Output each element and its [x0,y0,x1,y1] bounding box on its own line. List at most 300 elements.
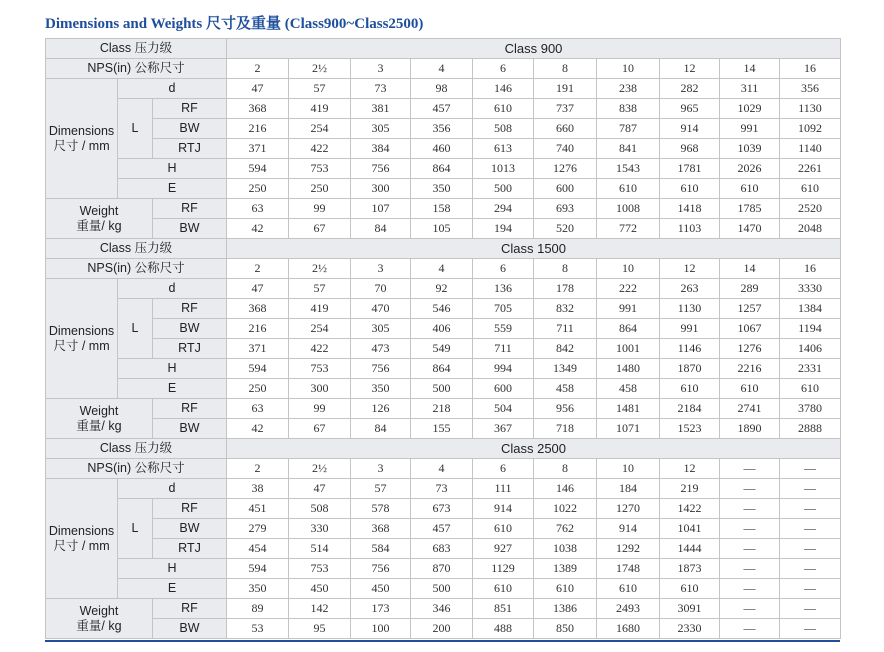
value-cell: 92 [411,279,473,299]
rf-row [46,499,841,519]
weight-rf-row [46,599,841,619]
value-cell: 194 [473,219,534,239]
value-cell: 12 [660,459,720,479]
value-cell: 73 [351,79,411,99]
value-cell: 142 [289,599,351,619]
class-label: Class 压力级 [46,39,227,59]
value-cell: 3330 [780,279,841,299]
value-cell: 1001 [597,339,660,359]
weight-rf-label: RF [153,399,227,419]
value-cell: 222 [597,279,660,299]
h-label: H [118,559,227,579]
value-cell: 3091 [660,599,720,619]
weight-label [46,399,153,439]
value-cell: 1292 [597,539,660,559]
value-cell: 756 [351,559,411,579]
rtj-row [46,539,841,559]
value-cell: 1008 [597,199,660,219]
value-cell: 95 [289,619,351,639]
value-cell: 610 [473,99,534,119]
value-cell: 1523 [660,419,720,439]
nps-row [46,259,841,279]
value-cell: 508 [473,119,534,139]
value-cell: 610 [473,519,534,539]
value-cell: 98 [411,79,473,99]
value-cell: 610 [660,579,720,599]
rtj-label: RTJ [153,139,227,159]
value-cell: 451 [227,499,289,519]
value-cell: 1422 [660,499,720,519]
value-cell: 89 [227,599,289,619]
value-cell: 1276 [720,339,780,359]
class-row [46,239,841,259]
page-title: Dimensions and Weights 尺寸及重量 (Class900~Class2500) [45,16,424,32]
value-cell: 610 [660,379,720,399]
value-cell: — [780,539,841,559]
value-cell: 1146 [660,339,720,359]
value-cell: 1071 [597,419,660,439]
value-cell: 772 [597,219,660,239]
value-cell: 549 [411,339,473,359]
value-cell: — [780,599,841,619]
value-cell: 683 [411,539,473,559]
h-label: H [118,359,227,379]
value-cell: 1022 [534,499,597,519]
weight-bw-label: BW [153,619,227,639]
value-cell: 500 [411,579,473,599]
value-cell: 594 [227,159,289,179]
dimensions-weights-table [45,38,841,639]
value-cell: 4 [411,259,473,279]
value-cell: 991 [660,319,720,339]
value-cell: 914 [660,119,720,139]
d-label: d [118,479,227,499]
rf-row [46,99,841,119]
value-cell: 1349 [534,359,597,379]
value-cell: 356 [411,119,473,139]
value-cell: 991 [720,119,780,139]
weight-bw-row [46,419,841,439]
value-cell: 146 [534,479,597,499]
value-cell: — [780,579,841,599]
value-cell: — [720,539,780,559]
value-cell: — [780,479,841,499]
value-cell: — [720,459,780,479]
value-cell: 2261 [780,159,841,179]
value-cell: 311 [720,79,780,99]
value-cell: 514 [289,539,351,559]
value-cell: 753 [289,559,351,579]
value-cell: 600 [473,379,534,399]
value-cell: 4 [411,459,473,479]
value-cell: 63 [227,399,289,419]
value-cell: 3 [351,459,411,479]
value-cell: 1444 [660,539,720,559]
rf-label: RF [153,299,227,319]
rf-label: RF [153,499,227,519]
value-cell: 99 [289,399,351,419]
value-cell: 842 [534,339,597,359]
value-cell: 8 [534,259,597,279]
value-cell: 2048 [780,219,841,239]
value-cell: 158 [411,199,473,219]
rf-row [46,299,841,319]
value-cell: 99 [289,199,351,219]
value-cell: 3780 [780,399,841,419]
value-cell: 610 [780,379,841,399]
value-cell: 14 [720,259,780,279]
value-cell: 470 [351,299,411,319]
value-cell: 57 [289,79,351,99]
value-cell: 500 [473,179,534,199]
value-cell: 178 [534,279,597,299]
bw-label: BW [153,319,227,339]
value-cell: 1389 [534,559,597,579]
value-cell: 2331 [780,359,841,379]
dimensions-cn: 尺寸 / mm [53,538,110,553]
value-cell: 250 [227,379,289,399]
value-cell: 1194 [780,319,841,339]
value-cell: 10 [597,459,660,479]
value-cell: 289 [720,279,780,299]
weight-en: Weight [79,203,119,218]
value-cell: 1890 [720,419,780,439]
value-cell: 851 [473,599,534,619]
value-cell: 346 [411,599,473,619]
value-cell: 216 [227,119,289,139]
value-cell: 8 [534,459,597,479]
weight-en: Weight [79,603,119,618]
value-cell: 368 [227,99,289,119]
value-cell: 1013 [473,159,534,179]
value-cell: 753 [289,159,351,179]
d-label: d [118,79,227,99]
value-cell: 610 [473,579,534,599]
value-cell: 250 [227,179,289,199]
value-cell: 610 [597,579,660,599]
rf-label: RF [153,99,227,119]
value-cell: — [720,599,780,619]
value-cell: 450 [351,579,411,599]
nps-label: NPS(in) 公称尺寸 [46,259,227,279]
value-cell: — [780,559,841,579]
value-cell: 693 [534,199,597,219]
l-label: L [118,99,153,159]
value-cell: 250 [289,179,351,199]
value-cell: 454 [227,539,289,559]
value-cell: 8 [534,59,597,79]
weight-en: Weight [79,403,119,418]
value-cell: 2 [227,259,289,279]
dimensions-en: Dimensions [48,523,115,538]
value-cell: 350 [227,579,289,599]
e-label: E [118,579,227,599]
value-cell: 1038 [534,539,597,559]
value-cell: 305 [351,319,411,339]
value-cell: 6 [473,259,534,279]
value-cell: 218 [411,399,473,419]
value-cell: 2½ [289,259,351,279]
value-cell: 1140 [780,139,841,159]
class-row [46,39,841,59]
value-cell: 500 [411,379,473,399]
value-cell: — [780,519,841,539]
value-cell: — [720,519,780,539]
value-cell: 1270 [597,499,660,519]
value-cell: 1418 [660,199,720,219]
value-cell: 578 [351,499,411,519]
value-cell: — [720,619,780,639]
weight-bw-label: BW [153,419,227,439]
value-cell: — [720,479,780,499]
value-cell: 384 [351,139,411,159]
value-cell: 57 [289,279,351,299]
h-row [46,359,841,379]
value-cell: 737 [534,99,597,119]
value-cell: 10 [597,59,660,79]
value-cell: 968 [660,139,720,159]
value-cell: 105 [411,219,473,239]
bw-label: BW [153,519,227,539]
weight-label [46,599,153,639]
weight-rf-label: RF [153,199,227,219]
e-label: E [118,179,227,199]
value-cell: 1041 [660,519,720,539]
value-cell: 2 [227,459,289,479]
value-cell: 3 [351,59,411,79]
value-cell: 460 [411,139,473,159]
value-cell: 718 [534,419,597,439]
value-cell: 610 [720,379,780,399]
value-cell: 126 [351,399,411,419]
value-cell: 673 [411,499,473,519]
value-cell: 600 [534,179,597,199]
value-cell: 12 [660,259,720,279]
value-cell: 1257 [720,299,780,319]
value-cell: 84 [351,419,411,439]
value-cell: 47 [289,479,351,499]
value-cell: 356 [780,79,841,99]
value-cell: 136 [473,279,534,299]
value-cell: 1406 [780,339,841,359]
value-cell: 10 [597,259,660,279]
dimensions-label [46,79,118,199]
value-cell: 1785 [720,199,780,219]
value-cell: 16 [780,59,841,79]
value-cell: 473 [351,339,411,359]
value-cell: 520 [534,219,597,239]
value-cell: 4 [411,59,473,79]
nps-row [46,59,841,79]
h-row [46,559,841,579]
value-cell: 1748 [597,559,660,579]
value-cell: 350 [411,179,473,199]
value-cell: 1384 [780,299,841,319]
value-cell: 838 [597,99,660,119]
value-cell: 63 [227,199,289,219]
value-cell: 2520 [780,199,841,219]
value-cell: 73 [411,479,473,499]
value-cell: 458 [597,379,660,399]
value-cell: 2330 [660,619,720,639]
value-cell: 914 [473,499,534,519]
dimensions-cn: 尺寸 / mm [53,338,110,353]
weight-rf-label: RF [153,599,227,619]
value-cell: 740 [534,139,597,159]
value-cell: 419 [289,299,351,319]
weight-label [46,199,153,239]
dimensions-en: Dimensions [48,123,115,138]
value-cell: 762 [534,519,597,539]
weight-rf-row [46,199,841,219]
value-cell: 254 [289,319,351,339]
value-cell: 610 [720,179,780,199]
value-cell: 191 [534,79,597,99]
value-cell: 146 [473,79,534,99]
value-cell: 705 [473,299,534,319]
value-cell: 1029 [720,99,780,119]
value-cell: 2184 [660,399,720,419]
value-cell: 294 [473,199,534,219]
value-cell: 367 [473,419,534,439]
dimensions-en: Dimensions [48,323,115,338]
value-cell: 711 [473,339,534,359]
l-label: L [118,299,153,359]
value-cell: 610 [534,579,597,599]
d-row [46,79,841,99]
value-cell: 368 [351,519,411,539]
weight-rf-row [46,399,841,419]
value-cell: 3 [351,259,411,279]
value-cell: 1873 [660,559,720,579]
value-cell: 504 [473,399,534,419]
value-cell: 111 [473,479,534,499]
value-cell: 753 [289,359,351,379]
value-cell: 1480 [597,359,660,379]
value-cell: 70 [351,279,411,299]
value-cell: 330 [289,519,351,539]
value-cell: 422 [289,139,351,159]
value-cell: 200 [411,619,473,639]
value-cell: 107 [351,199,411,219]
rtj-row [46,339,841,359]
rtj-row [46,139,841,159]
value-cell: 100 [351,619,411,639]
l-label: L [118,499,153,559]
value-cell: 368 [227,299,289,319]
value-cell: 1276 [534,159,597,179]
value-cell: 16 [780,259,841,279]
value-cell: 305 [351,119,411,139]
value-cell: — [780,459,841,479]
nps-label: NPS(in) 公称尺寸 [46,459,227,479]
nps-row [46,459,841,479]
value-cell: 254 [289,119,351,139]
value-cell: 870 [411,559,473,579]
value-cell: 406 [411,319,473,339]
value-cell: 6 [473,59,534,79]
value-cell: 57 [351,479,411,499]
e-row [46,179,841,199]
value-cell: 450 [289,579,351,599]
value-cell: 1039 [720,139,780,159]
value-cell: 2½ [289,59,351,79]
value-cell: 14 [720,59,780,79]
value-cell: 965 [660,99,720,119]
value-cell: 1870 [660,359,720,379]
value-cell: 1130 [780,99,841,119]
value-cell: 841 [597,139,660,159]
class-name: Class 2500 [227,439,841,459]
value-cell: 381 [351,99,411,119]
value-cell: 84 [351,219,411,239]
value-cell: 42 [227,419,289,439]
value-cell: 42 [227,219,289,239]
value-cell: 458 [534,379,597,399]
weight-bw-label: BW [153,219,227,239]
value-cell: 371 [227,339,289,359]
weight-cn: 重量/ kg [76,618,122,633]
e-row [46,379,841,399]
nps-label: NPS(in) 公称尺寸 [46,59,227,79]
value-cell: 756 [351,159,411,179]
value-cell: 282 [660,79,720,99]
value-cell: 300 [289,379,351,399]
value-cell: 2741 [720,399,780,419]
bw-row [46,119,841,139]
value-cell: 850 [534,619,597,639]
value-cell: 238 [597,79,660,99]
weight-bw-row [46,619,841,639]
bw-row [46,319,841,339]
e-row [46,579,841,599]
value-cell: 914 [597,519,660,539]
value-cell: 457 [411,519,473,539]
value-cell: 419 [289,99,351,119]
value-cell: 660 [534,119,597,139]
value-cell: 279 [227,519,289,539]
value-cell: 1129 [473,559,534,579]
value-cell: 991 [597,299,660,319]
value-cell: 2216 [720,359,780,379]
dimensions-label [46,479,118,599]
class-label: Class 压力级 [46,439,227,459]
value-cell: 927 [473,539,534,559]
value-cell: 864 [597,319,660,339]
class-label: Class 压力级 [46,239,227,259]
value-cell: 832 [534,299,597,319]
value-cell: 956 [534,399,597,419]
value-cell: 457 [411,99,473,119]
value-cell: 67 [289,219,351,239]
e-label: E [118,379,227,399]
value-cell: 12 [660,59,720,79]
value-cell: 263 [660,279,720,299]
value-cell: 508 [289,499,351,519]
value-cell: 610 [660,179,720,199]
value-cell: 155 [411,419,473,439]
value-cell: — [720,579,780,599]
bw-row [46,519,841,539]
d-label: d [118,279,227,299]
value-cell: — [720,499,780,519]
value-cell: 422 [289,339,351,359]
rtj-label: RTJ [153,339,227,359]
value-cell: 6 [473,459,534,479]
value-cell: 216 [227,319,289,339]
value-cell: 787 [597,119,660,139]
value-cell: 1103 [660,219,720,239]
